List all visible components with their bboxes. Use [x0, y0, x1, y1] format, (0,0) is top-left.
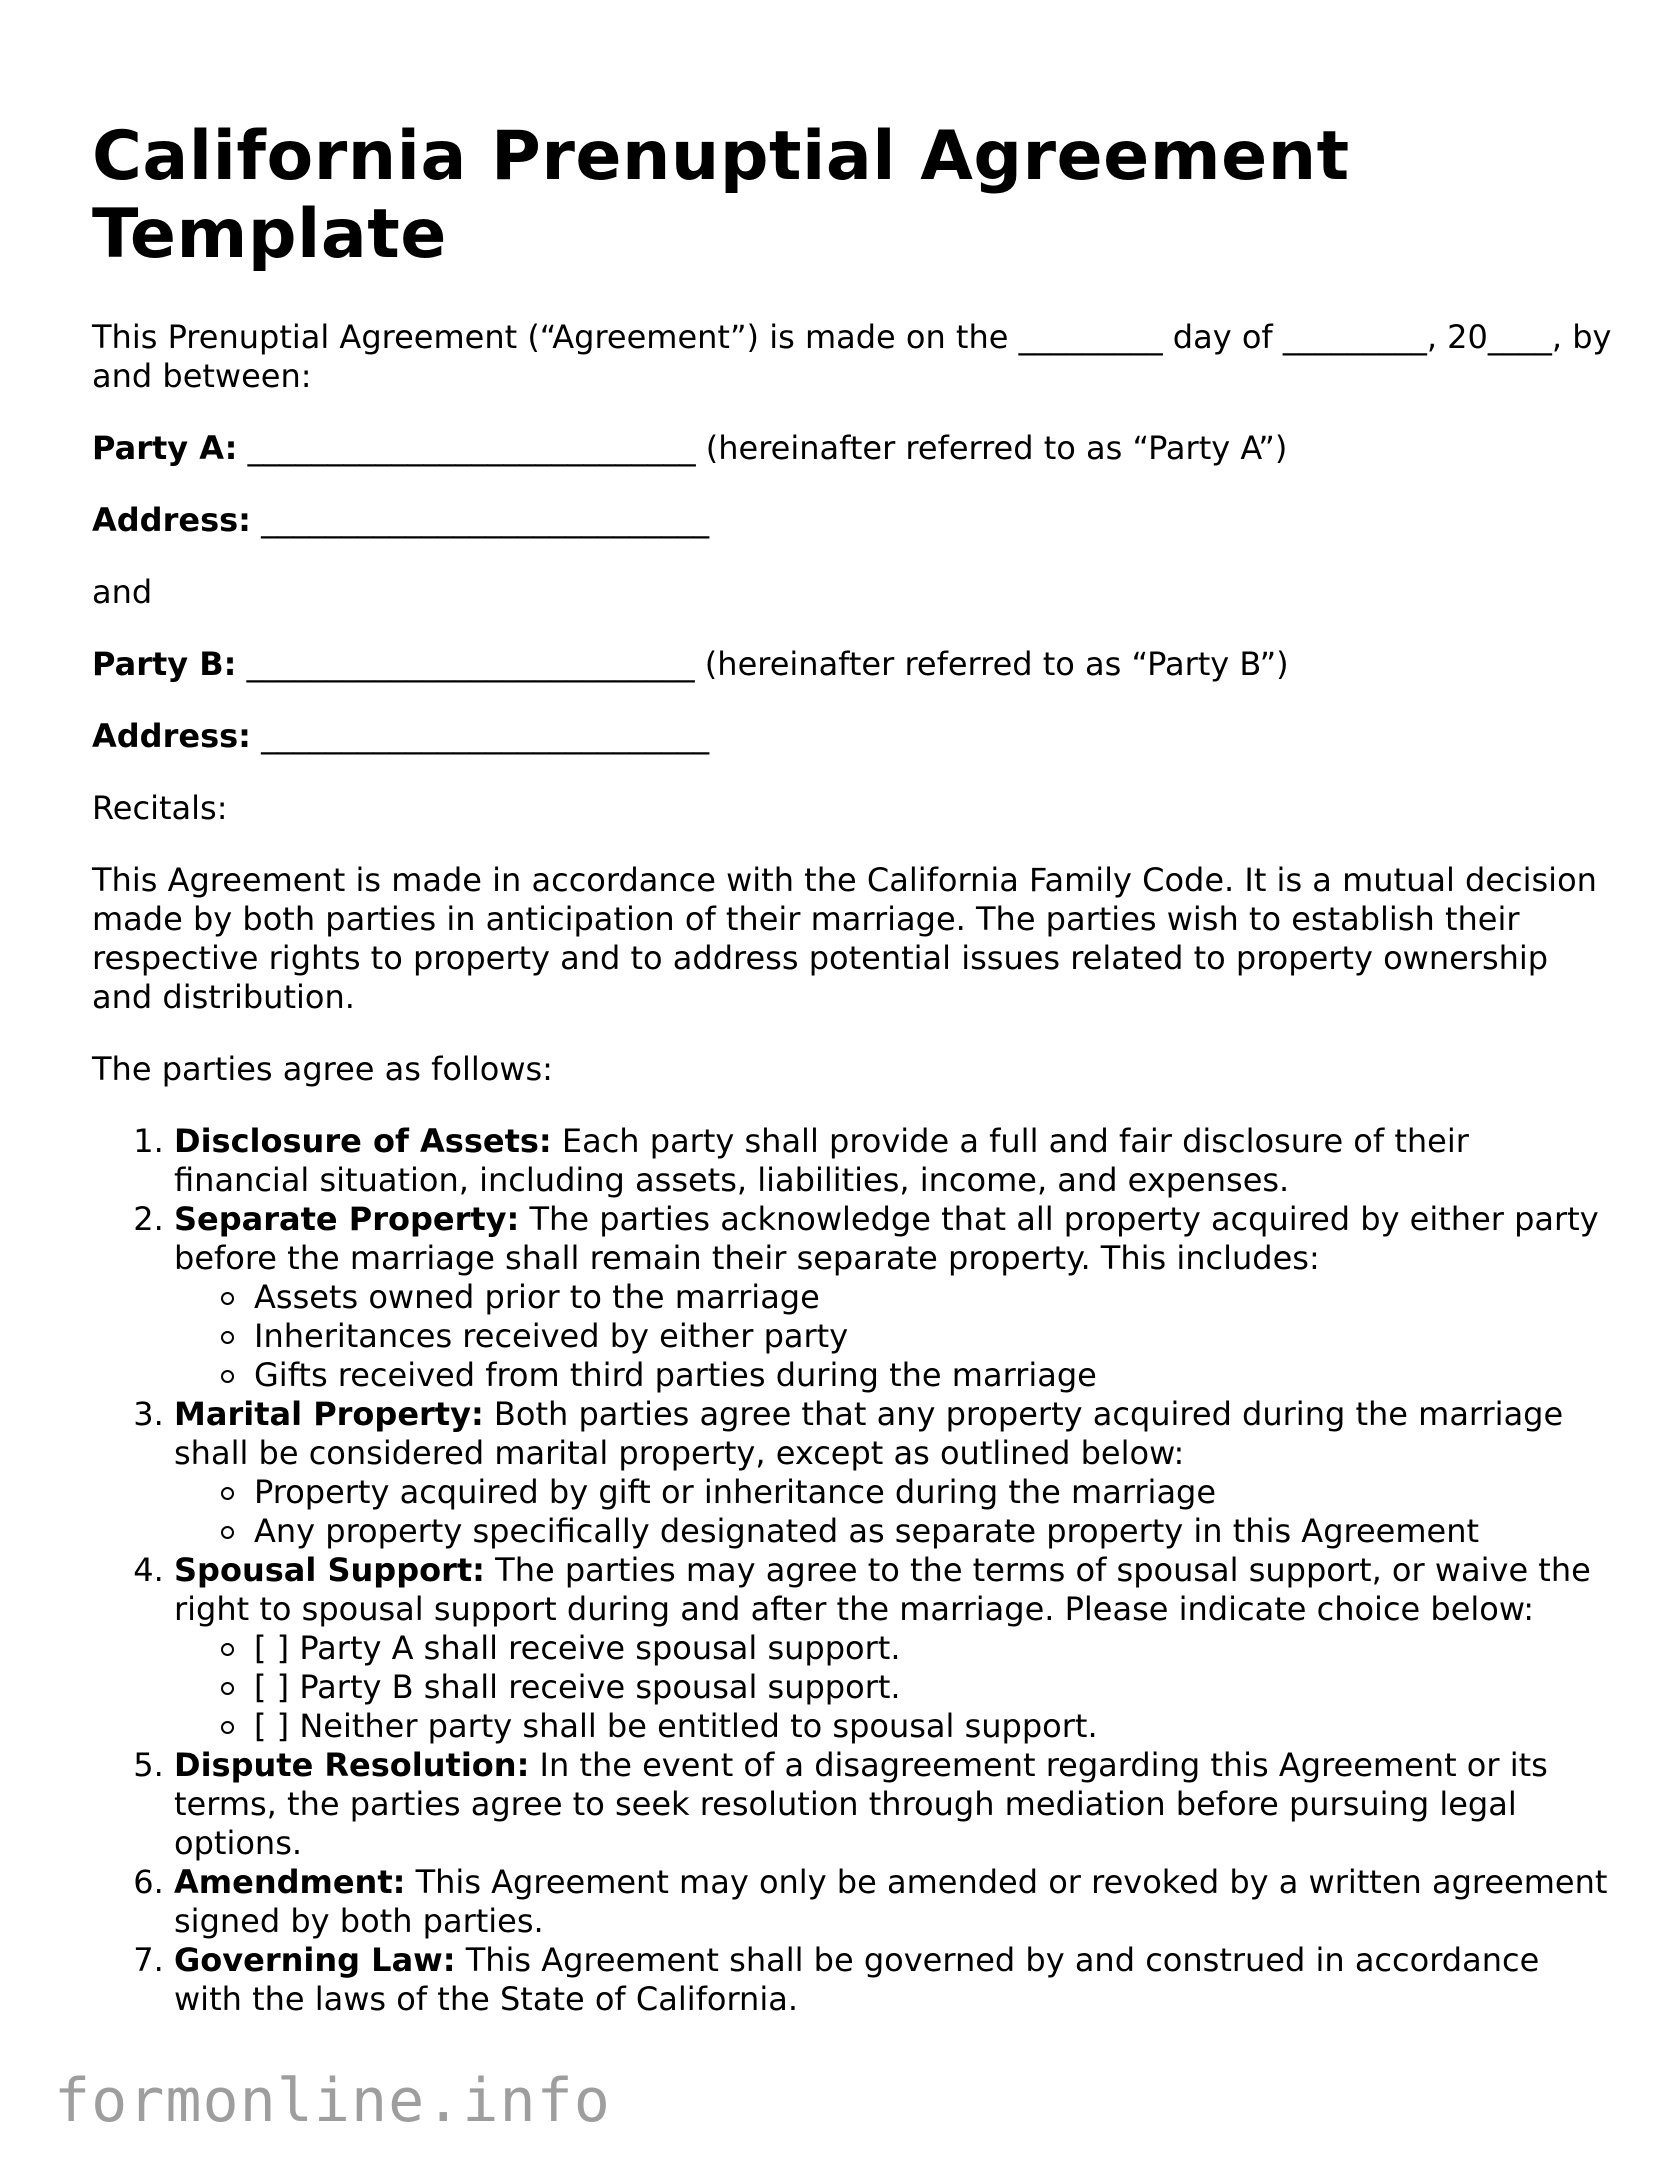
sub-list-item: [ ] Party B shall receive spousal support.	[254, 1668, 1612, 1707]
sub-list	[174, 1629, 1612, 1746]
document-title: California Prenuptial Agreement Template	[92, 117, 1350, 274]
item-text: The parties may agree to the terms of spousal support, or waive the right to spousal support during and after the marriage. Please indicate choice below:	[174, 1551, 1591, 1628]
sub-list	[174, 1473, 1612, 1551]
item-title: Disclosure of Assets:	[174, 1122, 552, 1160]
sub-list-item: Inheritances received by either party	[254, 1317, 1612, 1356]
item-title: Amendment:	[174, 1863, 406, 1901]
recitals-heading: Recitals:	[92, 789, 228, 827]
address-a-label: Address:	[92, 501, 251, 539]
watermark: formonline.info	[54, 2066, 611, 2136]
intro-paragraph: This Prenuptial Agreement (“Agreement”) is made on the _________ day of _________, 20____, by and between:	[92, 318, 1612, 395]
list-item	[174, 1395, 1612, 1551]
address-a-field: ____________________________	[250, 501, 710, 539]
address-a-line	[92, 501, 1612, 540]
item-text: Each party shall provide a full and fair disclosure of their financial situation, including assets, liabilities, income, and expenses.	[174, 1122, 1469, 1199]
sub-list-item: Assets owned prior to the marriage	[254, 1278, 1612, 1317]
sub-list-item: [ ] Neither party shall be entitled to spousal support.	[254, 1707, 1612, 1746]
item-title: Governing Law:	[174, 1941, 456, 1979]
and-word: and	[92, 573, 153, 611]
party-a-line	[92, 429, 1612, 468]
sub-list-item: Gifts received from third parties during the marriage	[254, 1356, 1612, 1395]
item-title: Separate Property:	[174, 1200, 520, 1238]
item-text: In the event of a disagreement regarding this Agreement or its terms, the parties agree to seek resolution through mediation before pursuing legal options.	[174, 1746, 1548, 1862]
recitals-paragraph: This Agreement is made in accordance with the California Family Code. It is a mutual decision made by both parties in anticipation of their marriage. The parties wish to establish their respective rights to property and to address potential issues related to property ownership and distribution.	[92, 861, 1597, 1016]
party-b-field: ____________________________ (hereinafter referred to as “Party B”)	[236, 645, 1289, 683]
item-title: Marital Property:	[174, 1395, 484, 1433]
list-item	[174, 1551, 1612, 1746]
party-a-label: Party A:	[92, 429, 238, 467]
terms-list	[92, 1122, 1612, 2019]
agree-intro: The parties agree as follows:	[92, 1050, 553, 1088]
sub-list-item: Any property specifically designated as separate property in this Agreement	[254, 1512, 1612, 1551]
address-b-line	[92, 717, 1612, 756]
item-text: This Agreement shall be governed by and construed in accordance with the laws of the State of California.	[174, 1941, 1540, 2018]
item-text: The parties acknowledge that all property acquired by either party before the marriage shall remain their separate property. This includes:	[174, 1200, 1599, 1277]
document-body	[92, 318, 1612, 2019]
list-item	[174, 1863, 1612, 1941]
party-b-label: Party B:	[92, 645, 237, 683]
sub-list-item: [ ] Party A shall receive spousal support.	[254, 1629, 1612, 1668]
party-a-field: ____________________________ (hereinafter referred to as “Party A”)	[237, 429, 1288, 467]
sub-list-item: Property acquired by gift or inheritance during the marriage	[254, 1473, 1612, 1512]
party-b-line	[92, 645, 1612, 684]
item-text: Both parties agree that any property acquired during the marriage shall be considered marital property, except as outlined below:	[174, 1395, 1564, 1472]
list-item	[174, 1746, 1612, 1863]
item-title: Dispute Resolution:	[174, 1746, 530, 1784]
list-item	[174, 1200, 1612, 1395]
address-b-label: Address:	[92, 717, 251, 755]
address-b-field: ____________________________	[250, 717, 710, 755]
sub-list	[174, 1278, 1612, 1395]
list-item	[174, 1122, 1612, 1200]
list-item	[174, 1941, 1612, 2019]
item-text: This Agreement may only be amended or revoked by a written agreement signed by both parties.	[174, 1863, 1608, 1940]
item-title: Spousal Support:	[174, 1551, 485, 1589]
